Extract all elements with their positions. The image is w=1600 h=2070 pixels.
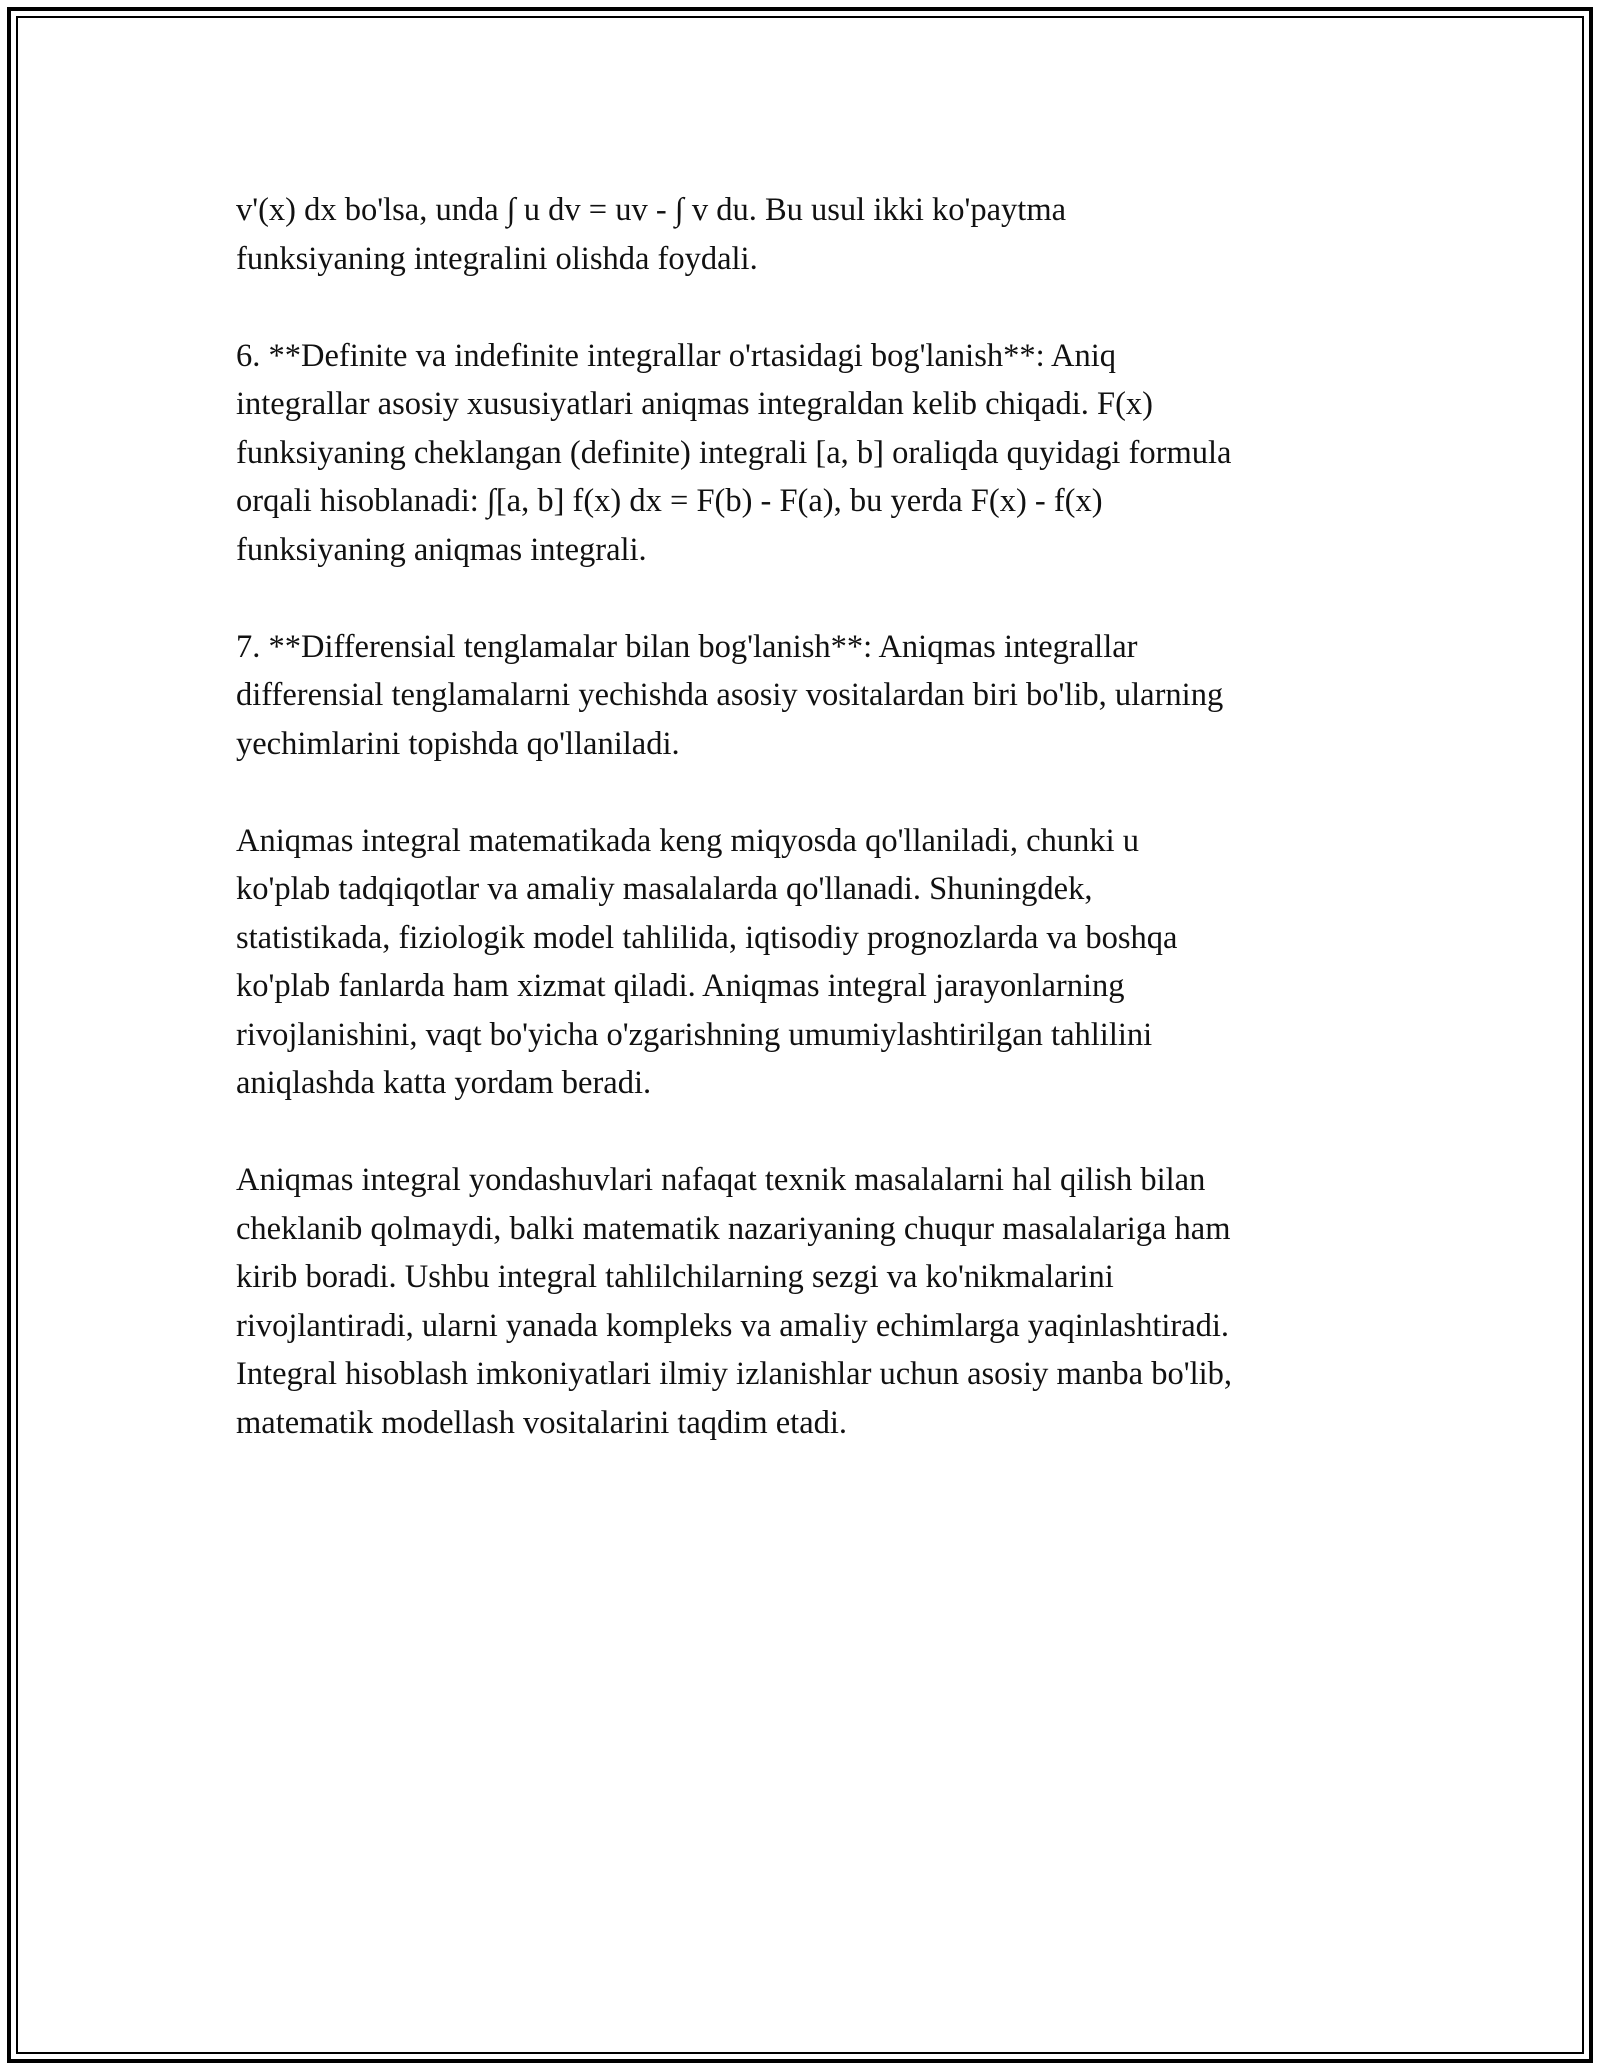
paragraph-differential-equations: 7. **Differensial tenglamalar bilan bog'lanish**: Aniqmas integrallar differensial tenglamalarni yechishda asosiy vositalardan biri bo'lib, ularning yechimlarini topishda qo'llaniladi. (236, 628, 1224, 762)
paragraph-integration-by-parts: v'(x) dx bo'lsa, unda ∫ u dv = uv - ∫ v du. Bu usul ikki ko'paytma funksiyaning integralini olishda foydali. (236, 192, 1067, 277)
paragraph-definite-indefinite: 6. **Definite va indefinite integrallar o'rtasidagi bog'lanish**: Aniq integrallar asosiy xususiyatlari aniqmas integraldan kelib chiqadi. F(x) funksiyaning cheklangan (definite) integrali [a, b] oraliqda quyidagi formula orqali hisoblanadi: ∫[a, b] f(x) dx = F(b) - F(a), bu yerda F(x) - f(x) funksiyaning aniqmas integrali. (236, 337, 1232, 568)
paragraph-applications: Aniqmas integral matematikada keng miqyosda qo'llaniladi, chunki u ko'plab tadqiqotlar va amaliy masalalarda qo'llanadi. Shuningdek, statistikada, fiziologik model tahlilida, iqtisodiy prognozlarda va boshqa ko'plab fanlarda ham xizmat qiladi. Aniqmas integral jarayonlarning rivojlanishini, vaqt bo'yicha o'zgarishning umumiylashtirilgan tahlilini aniqlashda katta yordam beradi. (236, 822, 1178, 1101)
paragraph-conclusion: Aniqmas integral yondashuvlari nafaqat texnik masalalarni hal qilish bilan cheklanib qolmaydi, balki matematik nazariyaning chuqur masalalariga ham kirib boradi. Ushbu integral tahlilchilarning sezgi va ko'nikmalarini rivojlantiradi, ularni yanada kompleks va amaliy echimlarga yaqinlashtiradi. Integral hisoblash imkoniyatlari ilmiy izlanishlar uchun asosiy manba bo'lib, matematik modellash vositalarini taqdim etadi. (236, 1162, 1233, 1441)
document-body (236, 186, 1366, 1496)
